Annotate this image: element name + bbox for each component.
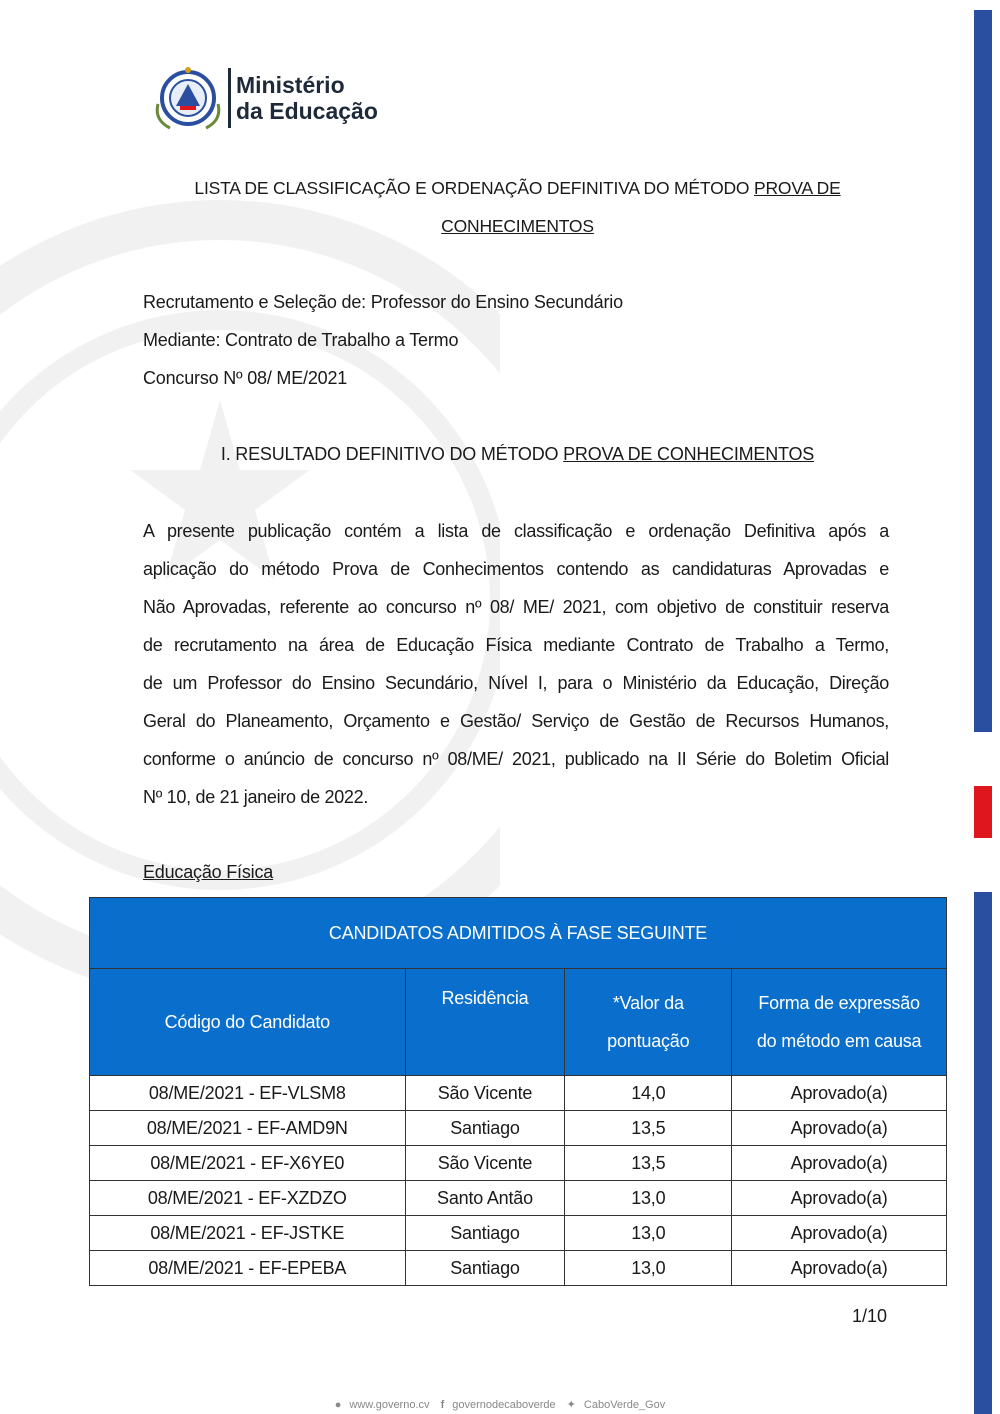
title-text: LISTA DE CLASSIFICAÇÃO E ORDENAÇÃO DEFINITIVA DO MÉTODO xyxy=(194,178,755,198)
cell-codigo: 08/ME/2021 - EF-AMD9N xyxy=(90,1111,406,1146)
ministry-logo xyxy=(150,64,450,134)
logo-line-1: Ministério xyxy=(236,72,345,98)
table-row xyxy=(90,1076,947,1111)
header-forma-line-2: do método em causa xyxy=(756,1031,922,1051)
logo-text xyxy=(236,72,378,124)
cell-valor: 14,0 xyxy=(565,1076,732,1111)
cell-forma: Aprovado(a) xyxy=(732,1111,947,1146)
footer-facebook[interactable]: governodecaboverde xyxy=(452,1399,556,1411)
paragraph-line: A presente publicação contém a lista de classificação e ordenação Definitiva após a xyxy=(143,521,889,541)
government-seal-icon xyxy=(150,64,226,132)
cell-residencia: São Vicente xyxy=(405,1146,565,1181)
header-residencia: Residência xyxy=(405,969,565,1076)
recrutamento-line: Recrutamento e Seleção de: Professor do Ensino Secundário xyxy=(143,292,623,312)
section-heading xyxy=(145,444,890,465)
cell-valor: 13,5 xyxy=(565,1146,732,1181)
header-valor-line-2: pontuação xyxy=(607,1031,690,1051)
logo-divider xyxy=(228,68,231,128)
paragraph-line: Nº 10, de 21 janeiro de 2022. xyxy=(143,787,369,807)
cell-residencia: Santiago xyxy=(405,1216,565,1251)
cell-codigo: 08/ME/2021 - EF-EPEBA xyxy=(90,1251,406,1286)
section-heading-underlined: PROVA DE CONHECIMENTOS xyxy=(563,444,815,464)
cell-forma: Aprovado(a) xyxy=(732,1146,947,1181)
side-bar-red xyxy=(974,786,992,838)
side-bar-blue-top xyxy=(974,10,992,732)
paragraph-line: Geral do Planeamento, Orçamento e Gestão/ Serviço de Gestão de Recursos Humanos, xyxy=(143,711,889,731)
cell-codigo: 08/ME/2021 - EF-JSTKE xyxy=(90,1216,406,1251)
results-table xyxy=(89,897,947,1286)
twitter-icon: ✦ xyxy=(566,1399,576,1411)
cell-codigo: 08/ME/2021 - EF-XZDZO xyxy=(90,1181,406,1216)
table-row xyxy=(90,1181,947,1216)
cell-forma: Aprovado(a) xyxy=(732,1076,947,1111)
cell-valor: 13,0 xyxy=(565,1216,732,1251)
header-forma xyxy=(732,969,947,1076)
cell-valor: 13,0 xyxy=(565,1181,732,1216)
cell-residencia: Santo Antão xyxy=(405,1181,565,1216)
cell-residencia: São Vicente xyxy=(405,1076,565,1111)
header-valor-line-1: *Valor da xyxy=(612,993,684,1013)
cell-codigo: 08/ME/2021 - EF-VLSM8 xyxy=(90,1076,406,1111)
title-underlined-text-2: CONHECIMENTOS xyxy=(441,216,594,236)
title-underlined-text: PROVA DE xyxy=(754,178,841,198)
page-footer xyxy=(0,1398,1000,1411)
table-row xyxy=(90,1251,947,1286)
cell-residencia: Santiago xyxy=(405,1111,565,1146)
facebook-icon: f xyxy=(440,1399,445,1411)
logo-line-2: da Educação xyxy=(236,98,378,124)
cell-valor: 13,0 xyxy=(565,1251,732,1286)
header-valor xyxy=(565,969,732,1076)
paragraph-line: aplicação do método Prova de Conhecimentos contendo as candidaturas Aprovadas e xyxy=(143,559,889,579)
cell-forma: Aprovado(a) xyxy=(732,1251,947,1286)
section-heading-text: I. RESULTADO DEFINITIVO DO MÉTODO xyxy=(220,444,564,464)
footer-twitter[interactable]: CaboVerde_Gov xyxy=(583,1399,666,1411)
concurso-line: Concurso Nº 08/ ME/2021 xyxy=(143,368,348,388)
paragraph-line: Não Aprovadas, referente ao concurso nº 08/ ME/ 2021, com objetivo de constituir reserva xyxy=(143,597,889,617)
document-title-line-2 xyxy=(145,216,890,237)
document-title-line-1 xyxy=(145,178,890,199)
header-codigo: Código do Candidato xyxy=(90,969,406,1076)
table-row xyxy=(90,1111,947,1146)
mediante-line: Mediante: Contrato de Trabalho a Termo xyxy=(143,330,459,350)
paragraph-line: de recrutamento na área de Educação Física mediante Contrato de Trabalho a Termo, xyxy=(143,635,889,655)
table-caption: CANDIDATOS ADMITIDOS À FASE SEGUINTE xyxy=(90,898,947,969)
table-row xyxy=(90,1146,947,1181)
globe-icon: ● xyxy=(334,1399,342,1411)
page-number: 1/10 xyxy=(852,1306,888,1326)
cell-forma: Aprovado(a) xyxy=(732,1216,947,1251)
side-bar-blue-bottom xyxy=(974,892,992,1414)
paragraph-line: conforme o anúncio de concurso nº 08/ME/ 2021, publicado na II Série do Boletim Oficial xyxy=(143,749,889,769)
table-header-row xyxy=(90,969,947,1076)
cell-forma: Aprovado(a) xyxy=(732,1181,947,1216)
paragraph-line: de um Professor do Ensino Secundário, Nível I, para o Ministério da Educação, Direção xyxy=(143,673,889,693)
body-paragraph xyxy=(143,512,889,816)
subject-heading: Educação Física xyxy=(143,862,274,882)
footer-web[interactable]: www.governo.cv xyxy=(349,1399,430,1411)
cell-valor: 13,5 xyxy=(565,1111,732,1146)
table-row xyxy=(90,1216,947,1251)
cell-codigo: 08/ME/2021 - EF-X6YE0 xyxy=(90,1146,406,1181)
cell-residencia: Santiago xyxy=(405,1251,565,1286)
header-forma-line-1: Forma de expressão xyxy=(758,993,920,1013)
